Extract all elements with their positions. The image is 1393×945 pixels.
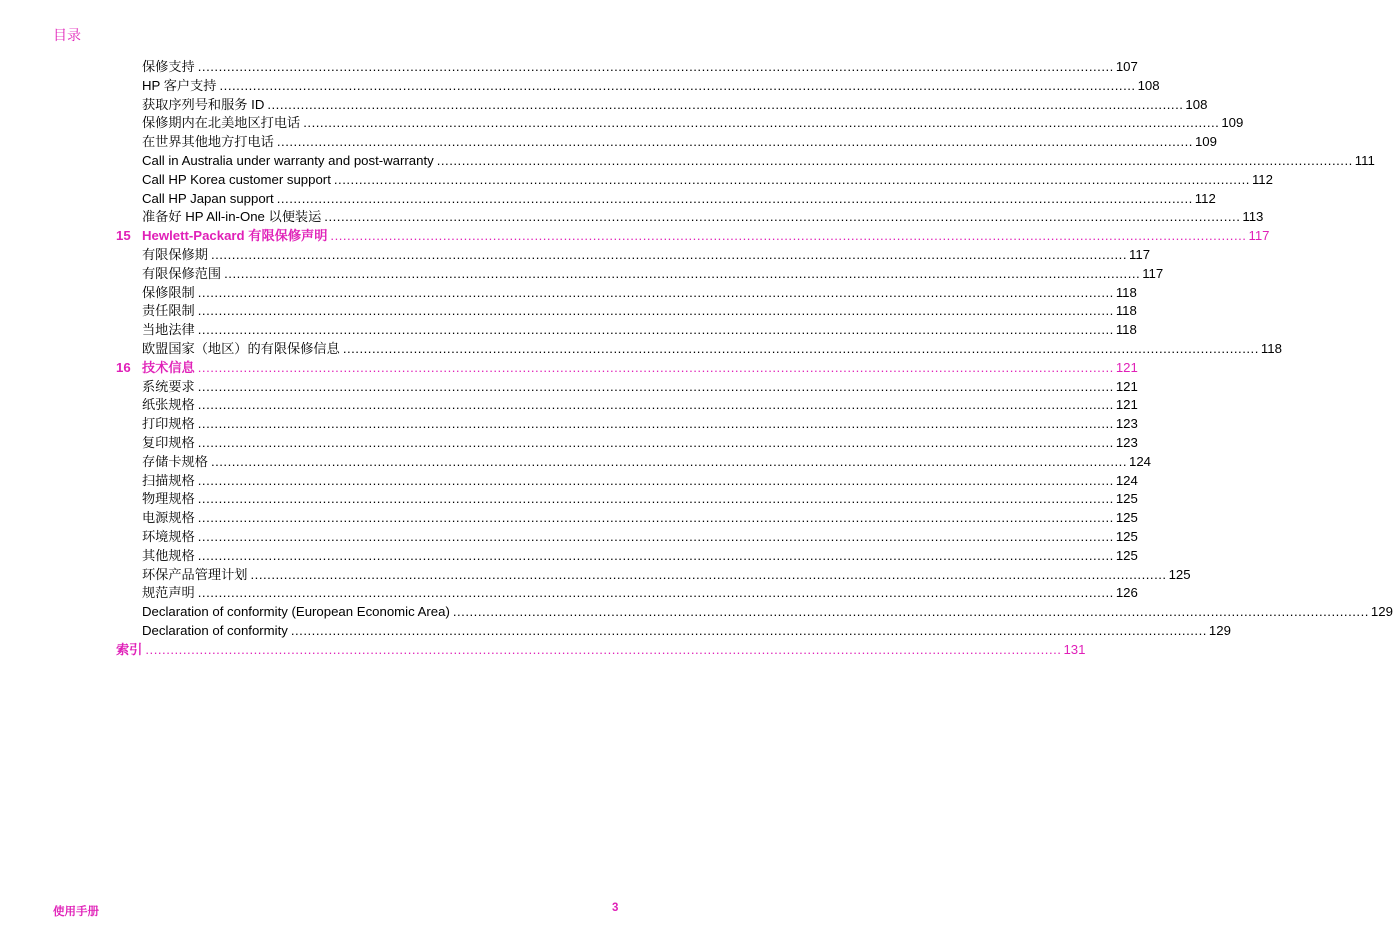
toc-leader-dots: ............................................................................................................................................................................................................................ bbox=[324, 209, 1241, 225]
toc-leader-dots: ............................................................................................................................................................................................................................ bbox=[210, 453, 1127, 469]
toc-entry-row[interactable] bbox=[116, 284, 1137, 303]
toc-page-number: 129 bbox=[1370, 604, 1393, 620]
toc-entry-row[interactable] bbox=[116, 622, 1231, 641]
toc-entry-row[interactable] bbox=[116, 584, 1138, 603]
toc-page-number: 125 bbox=[1115, 491, 1138, 507]
toc-page-number: 117 bbox=[1142, 265, 1164, 281]
toc-leader-dots: ............................................................................................................................................................................................................................ bbox=[197, 303, 1114, 319]
toc-page-number: 131 bbox=[1063, 641, 1086, 657]
toc-leader-dots: ............................................................................................................................................................................................................................ bbox=[197, 528, 1114, 544]
toc-entry-row[interactable] bbox=[116, 77, 1160, 96]
toc-page-number: 107 bbox=[1115, 59, 1138, 74]
toc-entry-title: 在世界其他地方打电话 bbox=[142, 134, 274, 150]
toc-entry-title: Declaration of conformity (European Economic Area) bbox=[142, 604, 450, 620]
toc-leader-dots: ............................................................................................................................................................................................................................ bbox=[197, 416, 1114, 432]
toc-page-number: 118 bbox=[1115, 303, 1137, 319]
toc-leader-dots: ............................................................................................................................................................................................................................ bbox=[303, 115, 1220, 131]
toc-entry-title: Hewlett-Packard 有限保修声明 bbox=[142, 228, 328, 244]
toc-page-number: 108 bbox=[1137, 77, 1160, 93]
toc-page-number: 121 bbox=[1115, 359, 1138, 375]
toc-page-number: 109 bbox=[1221, 115, 1244, 131]
toc-chapter-number: 15 bbox=[116, 228, 131, 244]
toc-entry-title: Call in Australia under warranty and post-warranty bbox=[142, 152, 434, 168]
toc-page-number: 117 bbox=[1129, 246, 1151, 262]
toc-entry-row[interactable] bbox=[116, 603, 1393, 622]
table-of-contents bbox=[116, 58, 1393, 660]
toc-entry-row[interactable] bbox=[116, 58, 1138, 77]
toc-leader-dots: ............................................................................................................................................................................................................................ bbox=[197, 397, 1114, 413]
toc-page-number: 118 bbox=[1115, 322, 1137, 338]
toc-entry-title: 保修期内在北美地区打电话 bbox=[142, 115, 301, 131]
toc-chapter-row[interactable] bbox=[116, 359, 1138, 378]
toc-entry-title: 欧盟国家（地区）的有限保修信息 bbox=[142, 340, 340, 356]
toc-entry-row[interactable] bbox=[116, 208, 1264, 227]
toc-page-number: 108 bbox=[1185, 96, 1208, 112]
toc-page-number: 117 bbox=[1248, 228, 1270, 244]
toc-leader-dots: ............................................................................................................................................................................................................................ bbox=[197, 59, 1114, 74]
toc-entry-row[interactable] bbox=[116, 171, 1273, 190]
toc-page-number: 118 bbox=[1115, 284, 1137, 300]
toc-entry-title: Call HP Korea customer support bbox=[142, 171, 331, 187]
toc-page-number: 118 bbox=[1260, 340, 1282, 356]
toc-entry-row[interactable] bbox=[116, 321, 1137, 340]
toc-leader-dots: ............................................................................................................................................................................................................................ bbox=[197, 491, 1114, 507]
toc-leader-dots: ............................................................................................................................................................................................................................ bbox=[210, 246, 1127, 262]
toc-entry-row[interactable] bbox=[116, 190, 1216, 209]
toc-entry-title: 有限保修范围 bbox=[142, 265, 222, 281]
toc-entry-row[interactable] bbox=[116, 246, 1151, 265]
toc-entry-row[interactable] bbox=[116, 509, 1138, 528]
toc-entry-title: 系统要求 bbox=[142, 378, 195, 394]
toc-page-number: 121 bbox=[1115, 397, 1138, 413]
toc-leader-dots: ............................................................................................................................................................................................................................ bbox=[276, 190, 1193, 206]
toc-leader-dots: ............................................................................................................................................................................................................................ bbox=[197, 585, 1114, 601]
toc-entry-title: 存储卡规格 bbox=[142, 453, 208, 469]
toc-leader-dots: ............................................................................................................................................................................................................................ bbox=[145, 641, 1062, 657]
toc-entry-row[interactable] bbox=[116, 378, 1138, 397]
toc-page-number: 113 bbox=[1242, 209, 1264, 225]
toc-leader-dots: ............................................................................................................................................................................................................................ bbox=[197, 359, 1114, 375]
toc-page-number: 124 bbox=[1129, 453, 1152, 469]
toc-leader-dots: ............................................................................................................................................................................................................................ bbox=[197, 510, 1114, 526]
toc-entry-row[interactable] bbox=[116, 133, 1217, 152]
toc-leader-dots: ............................................................................................................................................................................................................................ bbox=[197, 547, 1114, 563]
toc-entry-title: 打印规格 bbox=[142, 416, 195, 432]
toc-page-number: 125 bbox=[1115, 510, 1138, 526]
toc-entry-title: 物理规格 bbox=[142, 491, 195, 507]
toc-page-number: 129 bbox=[1208, 622, 1231, 638]
toc-entry-title: 当地法律 bbox=[142, 322, 195, 338]
toc-entry-title: 技术信息 bbox=[142, 359, 195, 375]
toc-leader-dots: ............................................................................................................................................................................................................................ bbox=[197, 322, 1114, 338]
toc-leader-dots: ............................................................................................................................................................................................................................ bbox=[333, 171, 1250, 187]
toc-page-number: 123 bbox=[1115, 416, 1138, 432]
toc-page-number: 121 bbox=[1115, 378, 1138, 394]
toc-page-number: 124 bbox=[1115, 472, 1138, 488]
footer-page-number: 3 bbox=[612, 902, 619, 914]
footer-manual-name: 使用手册 bbox=[53, 906, 99, 918]
toc-entry-title: Call HP Japan support bbox=[142, 190, 274, 206]
toc-entry-row[interactable] bbox=[116, 396, 1138, 415]
toc-entry-row[interactable] bbox=[116, 114, 1244, 133]
toc-page-number: 112 bbox=[1251, 171, 1273, 187]
toc-entry-title: 环保产品管理计划 bbox=[142, 566, 248, 582]
toc-leader-dots: ............................................................................................................................................................................................................................ bbox=[197, 472, 1114, 488]
toc-entry-title: 准备好 HP All-in-One 以便装运 bbox=[142, 209, 322, 225]
toc-entry-row[interactable] bbox=[116, 96, 1208, 115]
toc-page-number: 125 bbox=[1115, 547, 1138, 563]
toc-entry-title: 扫描规格 bbox=[142, 472, 195, 488]
toc-leader-dots: ............................................................................................................................................................................................................................ bbox=[452, 604, 1369, 620]
toc-entry-row[interactable] bbox=[116, 265, 1164, 284]
toc-leader-dots: ............................................................................................................................................................................................................................ bbox=[330, 228, 1247, 244]
toc-chapter-number: 16 bbox=[116, 359, 131, 375]
toc-leader-dots: ............................................................................................................................................................................................................................ bbox=[290, 622, 1207, 638]
toc-leader-dots: ............................................................................................................................................................................................................................ bbox=[197, 378, 1114, 394]
toc-entry-row[interactable] bbox=[116, 528, 1138, 547]
toc-entry-title: 规范声明 bbox=[142, 585, 195, 601]
toc-page-number: 125 bbox=[1168, 566, 1191, 582]
toc-page-number: 125 bbox=[1115, 528, 1138, 544]
toc-entry-title: Declaration of conformity bbox=[142, 622, 288, 638]
toc-chapter-row[interactable] bbox=[116, 227, 1270, 246]
toc-leader-dots: ............................................................................................................................................................................................................................ bbox=[197, 434, 1114, 450]
toc-entry-title: 责任限制 bbox=[142, 303, 195, 319]
toc-leader-dots: ............................................................................................................................................................................................................................ bbox=[250, 566, 1167, 582]
toc-entry-row[interactable] bbox=[116, 415, 1138, 434]
toc-entry-title: 纸张规格 bbox=[142, 397, 195, 413]
toc-leader-dots: ............................................................................................................................................................................................................................ bbox=[197, 284, 1114, 300]
toc-entry-title: 其他规格 bbox=[142, 547, 195, 563]
toc-entry-title: HP 客户支持 bbox=[142, 77, 217, 93]
toc-leader-dots: ............................................................................................................................................................................................................................ bbox=[436, 152, 1353, 168]
toc-entry-title: 索引 bbox=[116, 641, 143, 657]
toc-entry-title: 保修支持 bbox=[142, 59, 195, 74]
toc-entry-row[interactable] bbox=[116, 547, 1138, 566]
toc-page-number: 112 bbox=[1194, 190, 1216, 206]
toc-index-row[interactable] bbox=[116, 641, 1086, 660]
toc-entry-row[interactable] bbox=[116, 302, 1137, 321]
toc-leader-dots: ............................................................................................................................................................................................................................ bbox=[342, 340, 1259, 356]
toc-page-number: 123 bbox=[1115, 434, 1138, 450]
toc-entry-row[interactable] bbox=[116, 566, 1191, 585]
toc-leader-dots: ............................................................................................................................................................................................................................ bbox=[219, 77, 1136, 93]
toc-entry-row[interactable] bbox=[116, 434, 1138, 453]
toc-entry-row[interactable] bbox=[116, 490, 1138, 509]
toc-leader-dots: ............................................................................................................................................................................................................................ bbox=[276, 134, 1193, 150]
toc-page-number: 109 bbox=[1194, 134, 1217, 150]
toc-entry-title: 有限保修期 bbox=[142, 246, 208, 262]
toc-entry-title: 电源规格 bbox=[142, 510, 195, 526]
toc-entry-row[interactable] bbox=[116, 340, 1282, 359]
toc-entry-row[interactable] bbox=[116, 472, 1138, 491]
page-header-title: 目录 bbox=[53, 27, 81, 43]
toc-leader-dots: ............................................................................................................................................................................................................................ bbox=[224, 265, 1141, 281]
toc-entry-title: 保修限制 bbox=[142, 284, 195, 300]
toc-entry-row[interactable] bbox=[116, 453, 1152, 472]
toc-entry-title: 获取序列号和服务 ID bbox=[142, 96, 265, 112]
toc-page-number: 111 bbox=[1354, 152, 1375, 168]
toc-entry-title: 环境规格 bbox=[142, 528, 195, 544]
toc-entry-title: 复印规格 bbox=[142, 434, 195, 450]
toc-entry-row[interactable] bbox=[116, 152, 1375, 171]
toc-leader-dots: ............................................................................................................................................................................................................................ bbox=[267, 96, 1184, 112]
toc-page-number: 126 bbox=[1115, 585, 1138, 601]
